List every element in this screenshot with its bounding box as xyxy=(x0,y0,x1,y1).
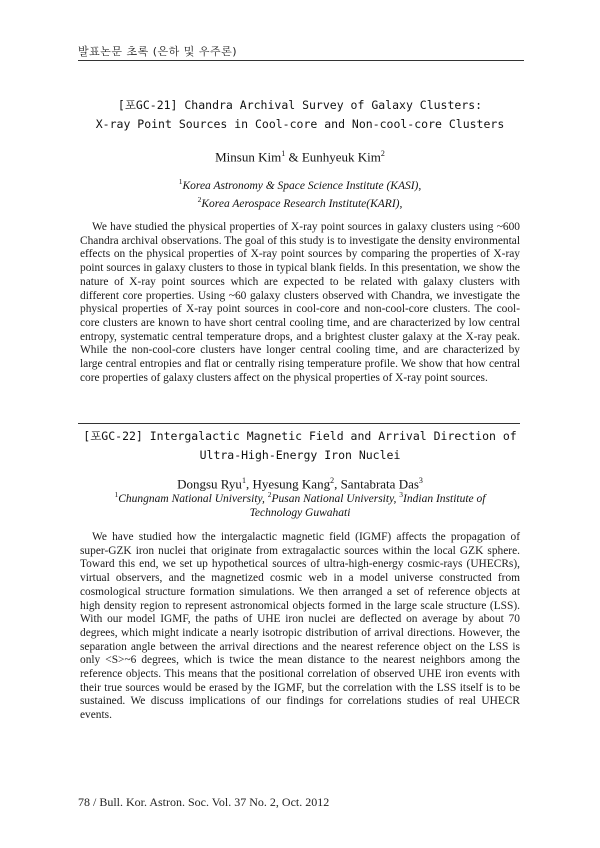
abstract2-title xyxy=(80,427,520,465)
affiliation-line xyxy=(80,193,520,211)
abstract1-authors xyxy=(80,146,520,165)
affiliation-superscript: 2 xyxy=(197,194,202,204)
author-name: Santabrata Das xyxy=(340,476,419,492)
running-head: 발표논문 초록 (은하 및 우주론) xyxy=(78,45,238,58)
author-name: Dongsu Ryu xyxy=(177,476,242,492)
abstract2-title-line1: [포GC-22] Intergalactic Magnetic Field and Arrival Direction of xyxy=(83,429,517,443)
affiliation-superscript: 3 xyxy=(399,490,404,499)
author-separator: & xyxy=(285,149,302,165)
abstract2-title-line2: Ultra-High-Energy Iron Nuclei xyxy=(199,448,401,462)
affiliation-superscript: 1 xyxy=(178,177,183,186)
abstract1-affiliations xyxy=(80,175,520,211)
author-superscript: 1 xyxy=(281,149,286,158)
page-footer-citation: 78 / Bull. Kor. Astron. Soc. Vol. 37 No. 2, Oct. 2012 xyxy=(78,795,330,809)
affiliation-text: Pusan National University, xyxy=(271,492,400,505)
abstract2-affiliations xyxy=(80,488,520,520)
author-superscript: 2 xyxy=(330,476,335,485)
section-divider xyxy=(78,423,520,424)
author-superscript: 2 xyxy=(380,149,385,158)
affiliation-line xyxy=(80,488,520,506)
abstract1-title xyxy=(80,96,520,134)
abstract1-title-line2: X-ray Point Sources in Cool-core and Non-cool-core Clusters xyxy=(95,117,505,131)
affiliation-text: Korea Astronomy & Space Science Institute (KASI), xyxy=(182,179,422,192)
affiliation-text: Korea Aerospace Research Institute(KARI), xyxy=(201,197,403,210)
affiliation-line xyxy=(80,175,520,193)
author-name: Minsun Kim xyxy=(215,149,282,165)
abstract1-title-line1: [포GC-21] Chandra Archival Survey of Galaxy Clusters: xyxy=(117,98,483,112)
author-superscript: 3 xyxy=(418,476,423,485)
affiliation-line: Technology Guwahati xyxy=(249,506,351,519)
abstract2-body: We have studied how the intergalactic magnetic field (IGMF) affects the propagation of super-GZK iron nuclei that originate from extragalactic sources within the local GZK sphere. Toward this end, we set up hypothetical sources of ultra-high-energy cosmic-rays (UHECRs), virtual observers, and the magnetized cosmic web in a model universe constructed from cosmological structure formation simulations. We then arranged a set of reference objects at high density region to represent astronomical objects formed in the large scale structure (LSS). With our model IGMF, the paths of UHE iron nuclei are deflected on average by about 70 degrees, which might indicate a nearly isotropic distribution of arrival directions. However, the separation angle between the arrival directions and the nearest reference object on the LSS is only <S>~6 degrees, which is twice the mean distance to the nearest neighbors among the reference objects. This means that the positional correlation of observed UHE iron events with their true sources would be erased by the IGMF, but the correlation with the LSS itself is to be sustained. We discuss implications of our findings for correlations studies of real UHECR events. xyxy=(80,531,520,722)
author-superscript: 1 xyxy=(241,476,246,485)
affiliation-superscript: 1 xyxy=(114,490,119,499)
author-name: Hyesung Kang xyxy=(252,476,331,492)
affiliation-text: Indian Institute of xyxy=(403,492,486,505)
abstract1-body: We have studied the physical properties of X-ray point sources in galaxy clusters using ~600 Chandra archival observations. The goal of this study is to investigate the density environmental effects on the physical properties of X-ray point sources by comparing the properties of X-ray point sources in galaxy clusters to those in typical blank fields. In this presentation, we show the nature of X-ray point sources which are expected to be related with galaxy clusters with different core properties. Using ~60 galaxy clusters observed with Chandra, we investigate the physical properties of X-ray point sources in cool-core and non-cool-core clusters. The cool-core clusters are known to have short central cooling time, and are characterized by low central entropy, systematic central temperature drops, and a brightest cluster galaxy at the X-ray peak. While the non-cool-core clusters have longer central cooling time, and are characterized by large central entropies and flat or centrally rising temperature profile. We show that how central core properties of galaxy clusters affect on the physical properties of X-ray point sources. xyxy=(80,221,520,384)
abstract2-authors: Dongsu Ryu$^1$, Hyesung Kang$^2$, Santabrata Das$^3$ xyxy=(177,476,423,492)
affiliation-superscript: 2 xyxy=(267,490,272,499)
header-rule xyxy=(78,60,524,61)
author-name: Eunhyeuk Kim xyxy=(301,149,381,165)
affiliation-text: Chungnam National University, xyxy=(118,492,268,505)
